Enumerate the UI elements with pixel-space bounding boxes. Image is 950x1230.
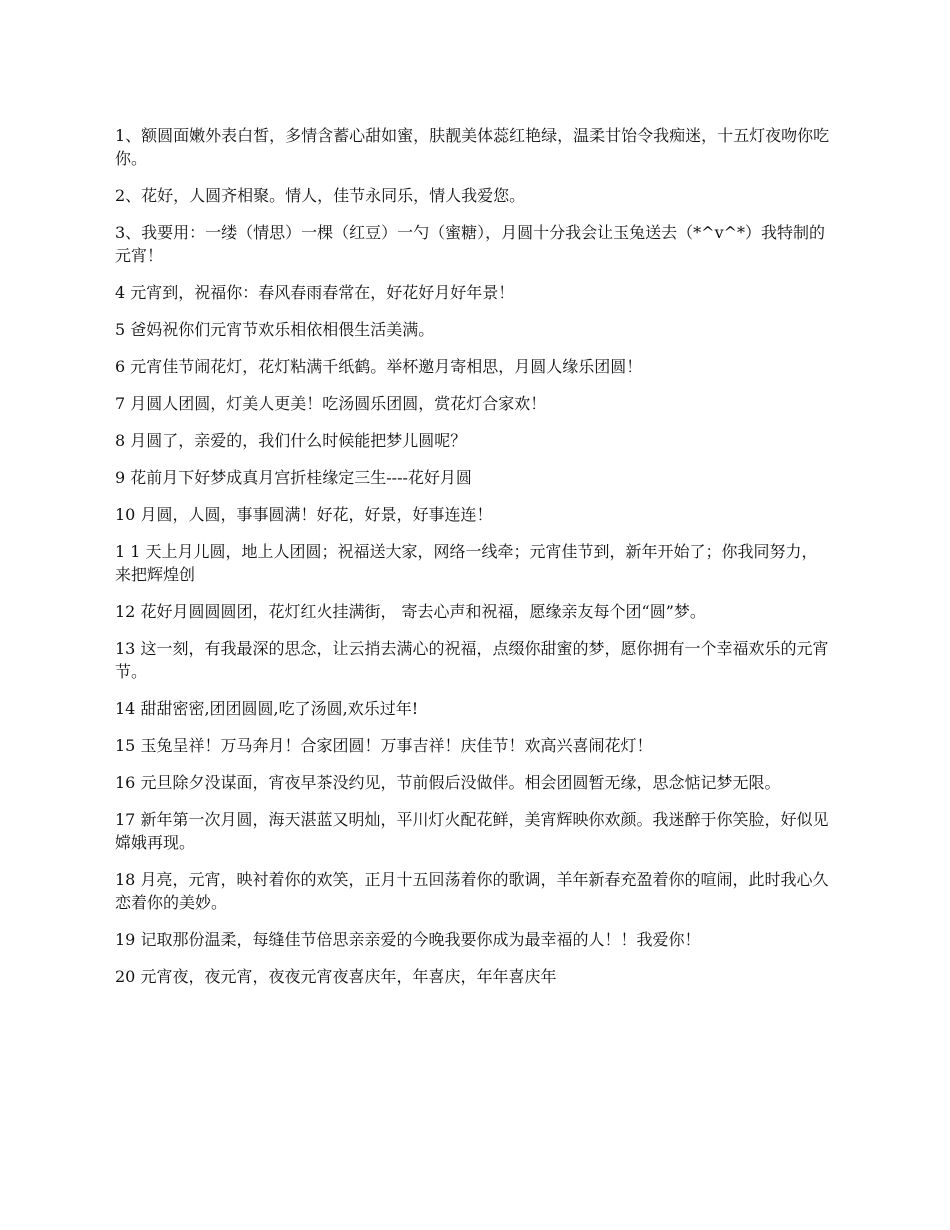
paragraph: 6 元宵佳节闹花灯，花灯粘满千纸鹤。举杯邀月寄相思，月圆人缘乐团圆！	[115, 357, 643, 376]
paragraph: 4 元宵到，祝福你：春风春雨春常在，好花好月好年景！	[115, 283, 515, 302]
paragraph: 20 元宵夜，夜元宵，夜夜元宵夜喜庆年，年喜庆，年年喜庆年	[115, 967, 557, 986]
paragraph: 8 月圆了，亲爱的，我们什么时候能把梦儿圆呢？	[115, 431, 467, 450]
paragraph: 1 1 天上月儿圆，地上人团圆；祝福送大家，网络一线牵；元宵佳节到，新年开始了；你我同努力，来把辉煌创	[115, 542, 818, 584]
paragraph: 7 月圆人团圆，灯美人更美！吃汤圆乐团圆，赏花灯合家欢！	[115, 394, 547, 413]
paragraph: 13 这一刻，有我最深的思念，让云捎去满心的祝福，点缀你甜蜜的梦，愿你拥有一个幸福欢乐的元宵节。	[115, 639, 829, 681]
paragraph: 10 月圆，人圆，事事圆满！好花，好景，好事连连！	[115, 505, 493, 524]
paragraph: 1、额圆面嫩外表白皙，多情含蓄心甜如蜜，肤靓美体蕊红艳绿，温柔甘饴令我痴迷，十五灯夜吻你吃你。	[115, 126, 830, 168]
paragraph: 14 甜甜密密,团团圆圆,吃了汤圆,欢乐过年!	[115, 699, 419, 718]
paragraph: 12 花好月圆圆圆团，花灯红火挂满街， 寄去心声和祝福，愿缘亲友每个团“圆”梦。	[115, 602, 706, 621]
paragraph: 15 玉兔呈祥！万马奔月！合家团圆！万事吉祥！庆佳节！欢高兴喜闹花灯！	[115, 736, 653, 755]
paragraph: 18 月亮，元宵，映衬着你的欢笑，正月十五回荡着你的歌调，羊年新春充盈着你的喧闹，此时我心久恋着你的美妙。	[115, 870, 829, 912]
paragraph: 17 新年第一次月圆，海天湛蓝又明灿，平川灯火配花鲜，美宵辉映你欢颜。我迷醉于你笑脸，好似见嫦娥再现。	[115, 810, 829, 852]
paragraph: 3、我要用：一缕（情思）一棵（红豆）一勺（蜜糖），月圆十分我会让玉兔送去（*^v^*）我特制的元宵！	[115, 223, 826, 265]
paragraph: 2、花好，人圆齐相聚。情人，佳节永同乐，情人我爱您。	[115, 186, 526, 205]
paragraph: 16 元旦除夕没谋面，宵夜早茶没约见，节前假后没做伴。相会团圆暂无缘，思念惦记梦无限。	[115, 773, 781, 792]
paragraph: 19 记取那份温柔，每缝佳节倍思亲亲爱的今晚我要你成为最幸福的人！！我爱你！	[115, 930, 701, 949]
paragraph: 5 爸妈祝你们元宵节欢乐相依相偎生活美满。	[115, 320, 435, 339]
document-body	[115, 124, 833, 1002]
paragraph: 9 花前月下好梦成真月宫折桂缘定三生----花好月圆	[115, 468, 472, 487]
